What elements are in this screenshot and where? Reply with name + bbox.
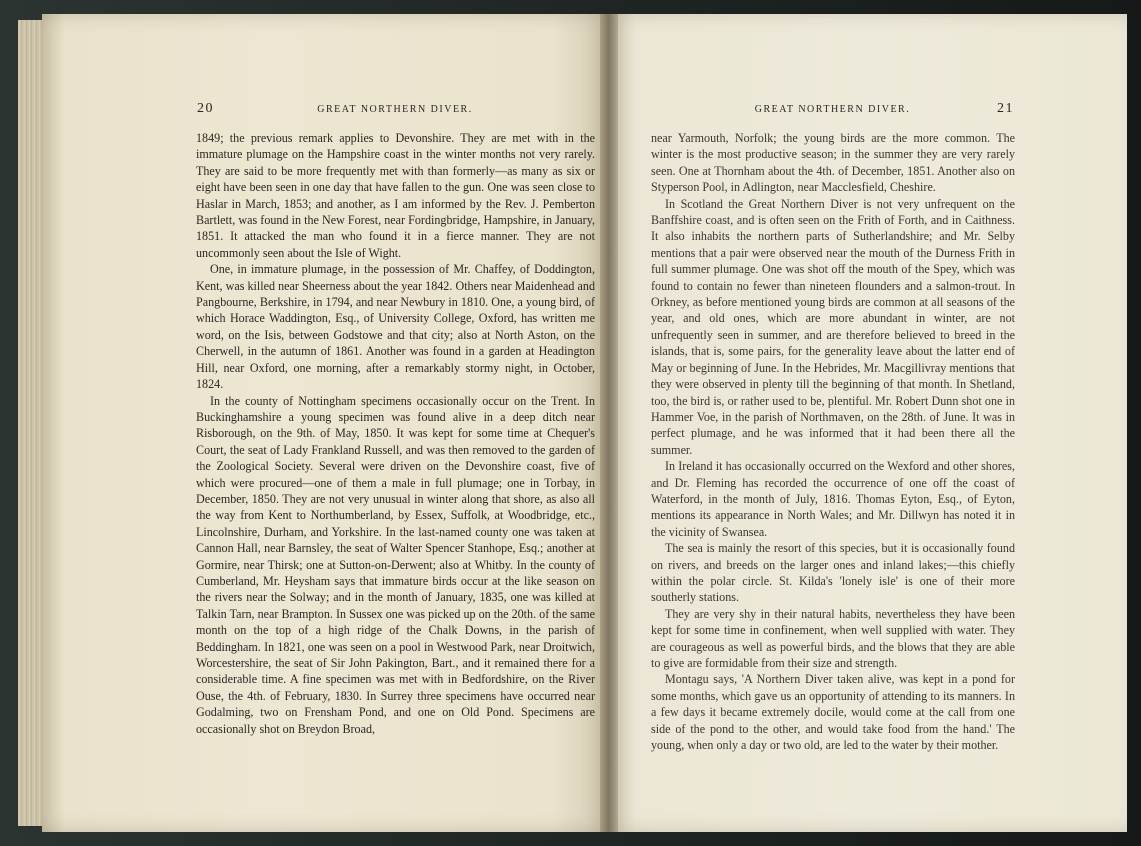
left-paragraph: 1849; the previous remark applies to Devonshire. They are met with in the immature plumage on the Hampshire coast in the winter months not very rarely. They are said to be more frequently met with than formerly—as many as six or eight have been seen in one day that have fallen to the gun. One was seen close to Haslar in March, 1853; and another, as I am informed by the Rev. J. Pemberton Bartlett, was found in the New Forest, near Fordingbridge, Hampshire, in January, 1851. It attacked the man who found it in a fierce manner. They are not uncommonly seen about the Isle of Wight. (196, 131, 595, 260)
page-edges (18, 20, 44, 826)
right-running-head (651, 101, 1014, 122)
right-paragraph: In Ireland it has occasionally occurred on the Wexford and other shores, and Dr. Fleming has recorded the occurrence of one off the coast of Waterford, in the month of July, 1816. Thomas Eyton, Esq., of Eyton, mentions its appearance in North Wales; and Mr. Dillwyn has noted it in the vicinity of Swansea. (651, 459, 1015, 539)
right-paragraph: In Scotland the Great Northern Diver is not very unfrequent on the Banffshire coast, and is often seen on the Frith of Forth, and in Caithness. It also inhabits the northern parts of Sutherlandshire; and Mr. Selby mentions that a pair were observed near the mouth of the Durness Frith in full summer plumage. One was shot off the mouth of the Spey, which was found to contain no fewer than nineteen flounders and a salmon-trout. In Orkney, as before mentioned young birds are common at all seasons of the year, and old ones, which are more abundant in winter, are not unfrequently seen in summer, and are therefore believed to breed in the islands, that is, some pairs, for the generality leave about the latter end of May or beginning of June. In the Hebrides, Mr. Macgillivray mentions that they were observed in plenty till the beginning of that month. In Shetland, too, the bird is, or rather used to be, plentiful. Mr. Robert Dunn shot one in Hammer Voe, in the parish of Northmaven, on the 28th. of June. It was in perfect plumage, and he was informed that it had been there all the summer. (651, 196, 1015, 457)
left-running-title: GREAT NORTHERN DIVER. (317, 104, 473, 115)
right-paragraph: Montagu says, 'A Northern Diver taken alive, was kept in a pond for some months, which gave us an opportunity of attending to its manners. In a few days it became extremely docile, would come at the call from one side of the pond to the other, and would take food from the hand.' The young, when only a day or two old, are led to the water by their mother. (651, 672, 1015, 753)
left-running-head (197, 101, 593, 122)
left-body-text (196, 130, 595, 737)
right-running-title: GREAT NORTHERN DIVER. (754, 104, 911, 115)
left-paragraph: In the county of Nottingham specimens occasionally occur on the Trent. In Buckinghamshire a young specimen was found alive in a deep ditch near Risborough, on the 9th. of May, 1850. It was kept for some time at Chequer's Court, the seat of Lady Frankland Russell, and was then removed to the garden of the Zoological Society. Several were driven on the Devonshire coast, five of which were procured—one of them a male in full plumage; one in Torbay, in December, 1850. They are not very unusual in winter along that shore, as also all the way from Kent to Northumberland, by Essex, Suffolk, at Woodbridge, etc., Lincolnshire, Durham, and Yorkshire. In the last-named county one was taken at Cannon Hall, near Barnsley, the seat of Walter Spencer Stanhope, Esq.; another at Gormire, near Thirsk; one at Sutton-on-Derwent; also at Whitby. In the county of Cumberland, Mr. Heysham says that immature birds occur at the like season on the rivers near the Solway; and in the month of January, 1835, one was killed at Talkin Tarn, near Brampton. In Sussex one was picked up on the 20th. of the same month on the top of a high ridge of the Chalk Downs, in the parish of Beddingham. In 1821, one was seen on a pool in Westwood Park, near Droitwich, Worcestershire, the seat of Sir John Pakington, Bart., and it remained there for a considerable time. A fine specimen was met with in Bedfordshire, on the River Ouse, the 4th. of February, 1830. In Surrey three specimens have occurred near Godalming, two on Frensham Pond, and one on Old Pond. Specimens are occasionally shot on Breydon Broad, (196, 393, 595, 736)
right-page-number: 21 (997, 101, 1014, 116)
right-paragraph: near Yarmouth, Norfolk; the young birds are the more common. The winter is the most productive season; in the summer they are very rarely seen. One at Thornham about the 4th. of December, 1851. Another also on Styperson Pool, in Adlington, near Macclesfield, Cheshire. (651, 131, 1015, 195)
right-page (609, 14, 1127, 832)
left-page-number: 20 (197, 101, 214, 116)
left-page (42, 14, 609, 832)
book-gutter (600, 14, 618, 832)
right-paragraph: The sea is mainly the resort of this species, but it is occasionally found on rivers, and breeds on the larger ones and inland lakes;—this chiefly within the polar circle. St. Kilda's 'lonely isle' is one of their more southerly stations. (651, 541, 1015, 605)
left-paragraph: One, in immature plumage, in the possession of Mr. Chaffey, of Doddington, Kent, was killed near Sheerness about the year 1842. Others near Maidenhead and Pangbourne, Berkshire, in 1794, and near Newbury in 1810. One, a young bird, of which Horace Waddington, Esq., of University College, Oxford, has written me word, on the Isis, between Godstowe and that city; also at North Aston, on the Cherwell, in the autumn of 1861. Another was found in a garden at Headington Hill, near Oxford, one morning, after a remarkably stormy night, in October, 1824. (196, 262, 595, 392)
right-body-text (651, 130, 1015, 753)
right-paragraph: They are very shy in their natural habits, nevertheless they have been kept for some time in confinement, when well supplied with water. They are courageous as well as powerful birds, and the blows that they are able to give are formidable from their size and strength. (651, 606, 1015, 670)
